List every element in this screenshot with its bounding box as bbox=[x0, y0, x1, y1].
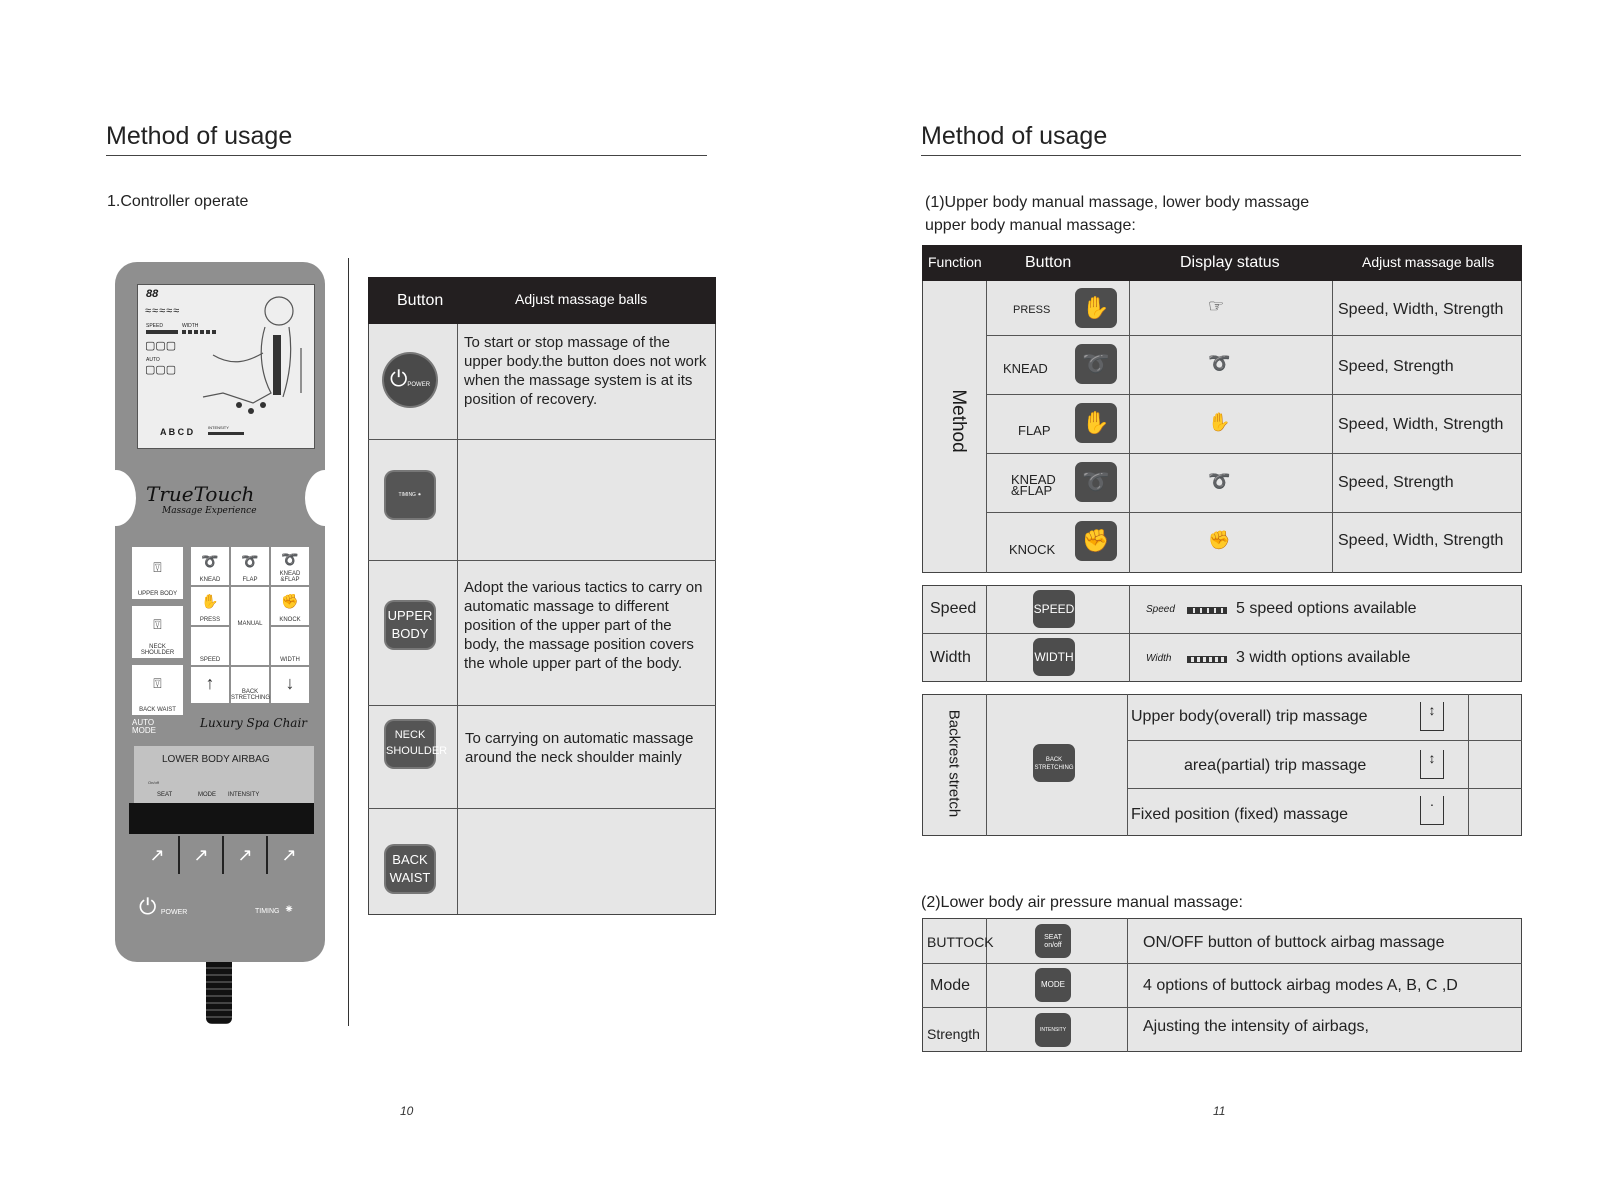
lcd-intensity-bar bbox=[208, 432, 244, 435]
up-arrow-key[interactable] bbox=[190, 666, 230, 704]
seat-button[interactable]: ↗ bbox=[136, 836, 180, 874]
controller-cable bbox=[206, 962, 232, 1024]
flap-label: FLAP bbox=[1018, 423, 1051, 438]
knead-icon: ➰ bbox=[1075, 344, 1117, 384]
seat-button-icon: SEAT on/off bbox=[1035, 924, 1071, 958]
knead-flap-label: KNEAD &FLAP bbox=[1011, 472, 1056, 498]
t1-col-divider-1 bbox=[986, 281, 987, 573]
auto-mode-label: AUTO MODE bbox=[132, 718, 156, 735]
knead-flap-icon: ➰ bbox=[1075, 462, 1117, 502]
upper-body-key[interactable]: ⍔ UPPER BODY bbox=[131, 546, 184, 600]
airbag-extra-button[interactable]: ↗ bbox=[281, 845, 297, 865]
timing-icon: ⁕ bbox=[283, 902, 295, 916]
knead-flap-adjust: Speed, Strength bbox=[1338, 474, 1454, 491]
timing-button-icon: TIMING ⁕ bbox=[386, 472, 434, 518]
area-trip-text: area(partial) trip massage bbox=[1184, 757, 1367, 774]
upper-body-trip-text: Upper body(overall) trip massage bbox=[1131, 708, 1368, 725]
mode-button[interactable]: ↗ bbox=[180, 836, 224, 874]
press-label: PRESS bbox=[1013, 304, 1051, 316]
knock-label: KNOCK bbox=[1009, 542, 1056, 557]
flap-key[interactable]: ➰ FLAP bbox=[230, 546, 270, 586]
knock-key[interactable]: ✊ KNOCK bbox=[270, 586, 310, 626]
flap-adjust: Speed, Width, Strength bbox=[1338, 416, 1504, 433]
lcd-auto-icons: ▢▢▢ bbox=[145, 364, 177, 376]
knock-icon: ✊ bbox=[1075, 521, 1117, 561]
buttock-label: BUTTOCK bbox=[927, 934, 994, 950]
knead-flap-display-icon: ➰ bbox=[1208, 471, 1231, 491]
speed-label: Speed bbox=[930, 600, 977, 617]
header-button: Button bbox=[397, 292, 444, 309]
t3-col-divider-1 bbox=[986, 694, 987, 836]
mode-label: MODE bbox=[198, 792, 216, 798]
left-page-title: Method of usage bbox=[106, 122, 293, 150]
t3-row-divider-1 bbox=[1127, 740, 1522, 741]
press-adjust: Speed, Width, Strength bbox=[1338, 301, 1504, 318]
strength-text: Ajusting the intensity of airbags, bbox=[1143, 1018, 1369, 1035]
section1-line1: (1)Upper body manual massage, lower body massage bbox=[925, 194, 1310, 211]
left-page-number: 10 bbox=[400, 1104, 414, 1118]
row-divider-4 bbox=[368, 808, 716, 809]
method-table bbox=[922, 245, 1522, 573]
section2-heading: (2)Lower body air pressure manual massage: bbox=[921, 894, 1243, 911]
timing-button[interactable]: TIMING ⁕ bbox=[255, 902, 295, 916]
flap-icon: ✋ bbox=[1075, 403, 1117, 443]
left-title-rule bbox=[106, 155, 707, 156]
arrow-down-icon: ↓ bbox=[285, 673, 295, 693]
brand-subtitle: Massage Experience bbox=[162, 506, 257, 516]
t4-col-divider-2 bbox=[1127, 918, 1128, 1052]
speed-button-icon: SPEED bbox=[1033, 590, 1075, 628]
lcd-body-icons: ▢▢▢ bbox=[145, 340, 177, 352]
speed-display-label: Speed bbox=[1146, 604, 1175, 615]
header-function: Function bbox=[928, 254, 982, 270]
speed-key[interactable]: SPEED bbox=[190, 626, 230, 666]
backrest-stretch-label: Backrest stretch bbox=[945, 709, 963, 818]
width-display-bar bbox=[1187, 656, 1227, 663]
row-divider-2 bbox=[368, 560, 716, 561]
method-label: Method bbox=[948, 389, 969, 453]
press-display-icon: ☞ bbox=[1208, 296, 1225, 316]
upper-body-description: Adopt the various tactics to carry on automatic massage to different position of the upper part of the body, the massage position covers the whole upper part of the body. bbox=[464, 579, 703, 672]
header-adjust-massage-balls: Adjust massage balls bbox=[515, 291, 648, 307]
header-display-status: Display status bbox=[1180, 254, 1280, 271]
mode-label: Mode bbox=[930, 977, 971, 994]
knead-display-icon: ➰ bbox=[1208, 353, 1231, 373]
upper-body-button-icon: UPPER BODY bbox=[386, 602, 434, 648]
power-button-icon: ⏻POWER bbox=[384, 354, 436, 406]
arrow-up-icon: ↑ bbox=[205, 673, 215, 693]
press-icon: ✋ bbox=[1075, 288, 1117, 328]
power-description: To start or stop massage of the upper body.the button does not work when the massage system is at its position of recovery. bbox=[464, 334, 707, 408]
mode-text: 4 options of buttock airbag modes A, B, C ,D bbox=[1143, 977, 1458, 994]
lcd-abcd: A B C D bbox=[160, 427, 194, 437]
t4-row-divider-2 bbox=[922, 1007, 1522, 1008]
knead-label: KNEAD bbox=[1003, 361, 1048, 376]
mode-button-icon: MODE bbox=[1035, 968, 1071, 1002]
t1-col-divider-2 bbox=[1129, 281, 1130, 573]
t1-row-divider-2 bbox=[986, 394, 1522, 395]
knead-adjust: Speed, Strength bbox=[1338, 358, 1454, 375]
knead-key[interactable]: ➰ KNEAD bbox=[190, 546, 230, 586]
t3-col-divider-2 bbox=[1127, 694, 1128, 836]
width-display-label: Width bbox=[1146, 653, 1172, 664]
lcd-intensity-label: INTENSITY bbox=[208, 425, 229, 430]
luxury-spa-label: Luxury Spa Chair bbox=[200, 716, 308, 730]
width-label: Width bbox=[930, 649, 971, 666]
knock-display-icon: ✊ bbox=[1208, 530, 1231, 550]
manual-key[interactable]: MANUAL bbox=[230, 586, 270, 666]
seat-label: SEAT bbox=[157, 792, 173, 798]
speed-options-text: 5 speed options available bbox=[1236, 600, 1417, 617]
lcd-number: 88 bbox=[146, 288, 159, 300]
header-adjust-massage-balls: Adjust massage balls bbox=[1362, 254, 1495, 270]
brand-logo: TrueTouch bbox=[146, 482, 255, 506]
lcd-auto-label: AUTO bbox=[146, 357, 160, 363]
row-divider-3 bbox=[368, 705, 716, 706]
controller-section-heading: 1.Controller operate bbox=[107, 193, 249, 210]
right-page-number: 11 bbox=[1213, 1104, 1226, 1118]
knead-flap-key[interactable]: ➰ KNEAD &FLAP bbox=[270, 546, 310, 586]
onoff-label: On/off bbox=[148, 780, 159, 785]
t3-col-divider-3 bbox=[1468, 694, 1469, 836]
flap-display-icon: ✋ bbox=[1208, 412, 1231, 432]
neck-shoulder-key[interactable]: ⍔ NECK SHOULDER bbox=[131, 605, 184, 659]
lower-body-airbag-label: LOWER BODY AIRBAG bbox=[162, 754, 270, 765]
lcd-speed-label: SPEED bbox=[146, 323, 163, 329]
overall-trip-icon: ↕ bbox=[1420, 702, 1444, 731]
fixed-position-icon: · bbox=[1420, 796, 1444, 825]
buttock-text: ON/OFF button of buttock airbag massage bbox=[1143, 934, 1445, 951]
back-waist-button-icon: BACK WAIST bbox=[386, 846, 434, 892]
lcd-body-figure bbox=[193, 293, 311, 418]
lcd-display bbox=[137, 284, 315, 449]
t1-row-divider-1 bbox=[986, 335, 1522, 336]
t3-row-divider-2 bbox=[1127, 788, 1522, 789]
intensity-button[interactable]: ↗ bbox=[224, 836, 268, 874]
fixed-position-text: Fixed position (fixed) massage bbox=[1131, 806, 1348, 823]
back-stretching-button-icon: BACK STRETCHING bbox=[1033, 744, 1075, 782]
row-divider-1 bbox=[368, 439, 716, 440]
lcd-speed-bar bbox=[146, 330, 178, 334]
t1-col-divider-3 bbox=[1332, 281, 1333, 573]
right-title-rule bbox=[921, 155, 1521, 156]
controller-notch-left bbox=[96, 470, 136, 526]
back-stretching-key[interactable]: BACK STRETCHING bbox=[230, 666, 270, 704]
t2-row-divider bbox=[922, 633, 1522, 634]
header-button: Button bbox=[1025, 254, 1072, 271]
t4-row-divider-1 bbox=[922, 963, 1522, 964]
table-col-divider bbox=[457, 324, 458, 914]
left-page-divider bbox=[348, 258, 349, 1026]
lcd-width-label: WIDTH bbox=[182, 323, 199, 329]
controller-notch-right bbox=[305, 470, 345, 526]
power-icon: ⏻ bbox=[139, 894, 157, 919]
neck-shoulder-button-icon: NECK SHOULDER bbox=[386, 721, 434, 767]
speed-display-bar bbox=[1187, 607, 1227, 614]
width-options-text: 3 width options available bbox=[1236, 649, 1411, 666]
intensity-button-icon: INTENSITY bbox=[1035, 1013, 1071, 1047]
partial-trip-icon: ↕ bbox=[1420, 750, 1444, 779]
down-arrow-key[interactable] bbox=[270, 666, 310, 704]
lcd-mode-icons: ≈≈≈≈≈ bbox=[145, 305, 181, 317]
width-button-icon: WIDTH bbox=[1033, 638, 1075, 676]
section1-line2: upper body manual massage: bbox=[925, 217, 1136, 234]
t1-row-divider-4 bbox=[986, 512, 1522, 513]
t1-row-divider-3 bbox=[986, 453, 1522, 454]
press-key[interactable]: ✋ PRESS bbox=[190, 586, 230, 626]
back-waist-key[interactable]: ⍔ BACK WAIST bbox=[131, 664, 184, 716]
right-page-title: Method of usage bbox=[921, 122, 1108, 150]
knock-adjust: Speed, Width, Strength bbox=[1338, 532, 1504, 549]
neck-shoulder-description: To carrying on automatic massage around the neck shoulder mainly bbox=[465, 730, 694, 766]
strength-label: Strength bbox=[927, 1026, 980, 1042]
airbag-black-bar bbox=[129, 803, 314, 834]
width-key[interactable]: WIDTH bbox=[270, 626, 310, 666]
intensity-label: INTENSITY bbox=[228, 792, 260, 798]
power-button[interactable]: ⏻ POWER bbox=[139, 894, 188, 919]
